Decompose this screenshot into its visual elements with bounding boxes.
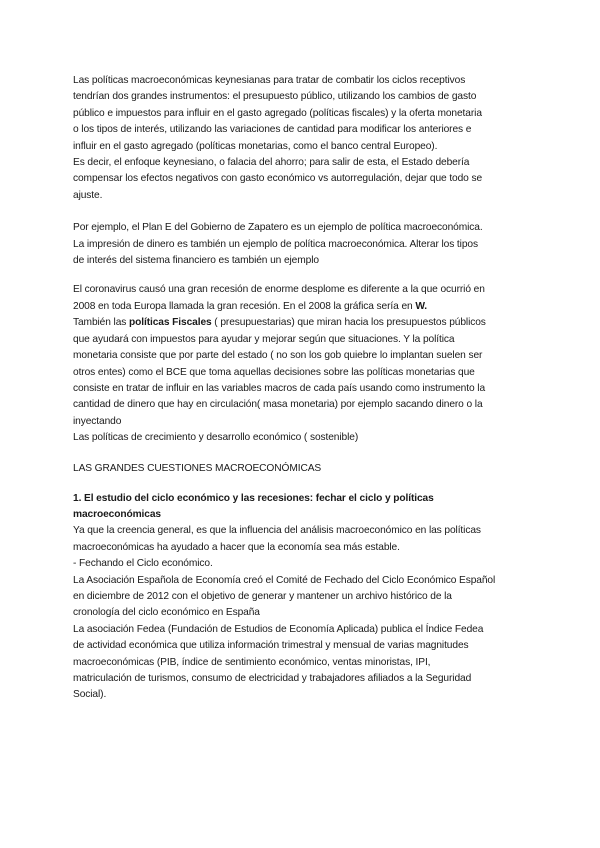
paragraph-keynesian-policies	[73, 73, 533, 204]
text-line: Ya que la creencia general, es que la influencia del análisis macroeconómico en las políticas	[73, 525, 481, 537]
text-line: otros entes) como el BCE que toma aquellas decisiones sobre las políticas monetarias que	[73, 366, 475, 378]
text-line: consiste en tratar de influir en las variables macros de cada país usando como instrumento la	[73, 382, 486, 394]
text-line: inyectando	[73, 415, 122, 427]
document-page	[73, 73, 533, 704]
text-line: compensar los efectos negativos con gasto económico vs autorregulación, dejar que todo se	[73, 173, 483, 185]
paragraph-spacer	[73, 269, 533, 282]
text-line: - Fechando el Ciclo económico.	[73, 558, 213, 570]
text-line: o los tipos de interés, utilizando las variaciones de cantidad para modificar los anteriores e	[73, 124, 472, 136]
text-line: matriculación de turismos, consumo de electricidad y trabajadores afiliados a la Seguridad	[73, 673, 472, 684]
bold-text-w: W.	[415, 300, 427, 312]
text-fragment: 2008 en toda Europa llamada la gran recesión. En el 2008 la gráfica sería en	[73, 300, 416, 312]
text-line: La Asociación Española de Economía creó el Comité de Fechado del Ciclo Económico Español	[73, 574, 496, 586]
section-heading: LAS GRANDES CUESTIONES MACROECONÓMICAS	[73, 462, 322, 474]
bold-text-fiscal-policies: políticas Fiscales	[129, 317, 212, 329]
text-line: ajuste.	[73, 189, 103, 201]
text-line: que ayudará con impuestos para ayudar y mejorar según que situaciones. Y la política	[73, 333, 455, 345]
subsection-title: macroeconómicas	[73, 508, 161, 520]
text-line	[73, 299, 533, 315]
text-line: macroeconómicas (PIB, índice de sentimiento económico, ventas minoristas, IPI,	[73, 656, 431, 668]
paragraph-policy-examples	[73, 220, 533, 269]
text-line: tendrían dos grandes instrumentos: el presupuesto público, utilizando los cambios de gasto	[73, 91, 477, 103]
text-line: Las políticas macroeconómicas keynesianas para tratar de combatir los ciclos receptivos	[73, 75, 466, 86]
text-line: El coronavirus causó una gran recesión de enorme desplome es diferente a la que ocurrió en	[73, 284, 485, 296]
text-line	[73, 315, 533, 331]
text-line: Las políticas de crecimiento y desarrollo económico ( sostenible)	[73, 432, 359, 444]
text-line: La asociación Fedea (Fundación de Estudios de Economía Aplicada) publica el Índice Fedea	[73, 623, 484, 635]
paragraph-spacer	[73, 477, 533, 491]
text-fragment: También las	[73, 317, 129, 329]
text-line: cronología del ciclo económico en España	[73, 607, 260, 619]
subsection-title: 1. El estudio del ciclo económico y las recesiones: fechar el ciclo y políticas	[73, 492, 434, 504]
text-line: Social).	[73, 689, 107, 701]
text-line: La impresión de dinero es también un ejemplo de política macroeconómica. Alterar los tipos	[73, 238, 478, 250]
text-line: cantidad de dinero que hay en circulación( masa monetaria) por ejemplo sacando dinero o la	[73, 399, 483, 411]
text-line: público e impuestos para influir en el gasto agregado (políticas fiscales) y la oferta monetaria	[73, 107, 482, 119]
section-business-cycle	[73, 491, 533, 704]
paragraph-spacer	[73, 204, 533, 220]
text-line: Por ejemplo, el Plan E del Gobierno de Zapatero es un ejemplo de política macroeconómica.	[73, 222, 483, 234]
text-line: Es decir, el enfoque keynesiano, o falacia del ahorro; para salir de esta, el Estado debería	[73, 157, 470, 169]
paragraph-spacer	[73, 447, 533, 460]
text-line: monetaria consiste que por parte del estado ( no son los gob quiebre lo implantan suelen ser	[73, 350, 483, 362]
text-line: influir en el gasto agregado (políticas monetarias, como el banco central Europeo).	[73, 140, 438, 152]
text-line: de interés del sistema financiero es también un ejemplo	[73, 255, 319, 267]
text-line: en diciembre de 2012 con el objetivo de generar y mantener un archivo histórico de la	[73, 590, 452, 602]
text-fragment: ( presupuestarias) que miran hacia los presupuestos públicos	[211, 317, 486, 329]
text-line: de actividad económica que utiliza información trimestral y mensual de varias magnitudes	[73, 640, 469, 652]
text-line: macroeconómicas ha ayudado a hacer que la economía sea más estable.	[73, 541, 400, 553]
paragraph-coronavirus-recession	[73, 282, 533, 446]
